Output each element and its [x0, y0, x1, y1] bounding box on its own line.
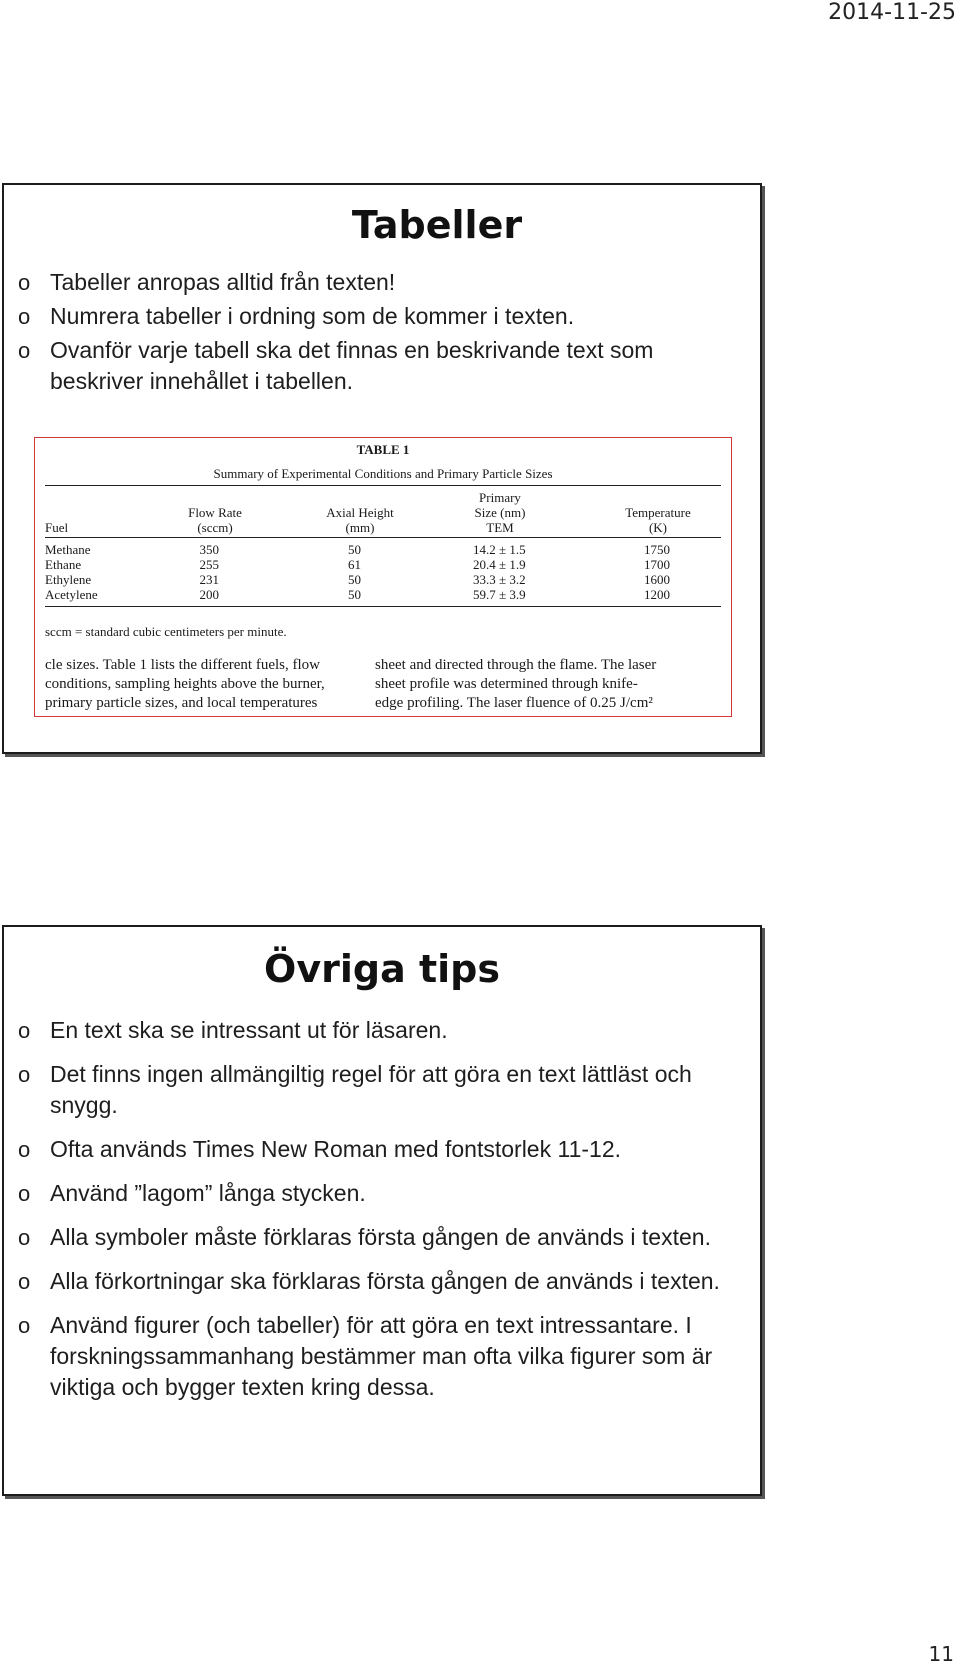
header-flow-rate: Flow Rate [188, 505, 242, 520]
cell-temp: 1750 [644, 542, 670, 557]
cell-height: 50 [348, 587, 361, 602]
cell-fuel: Ethylene [45, 572, 92, 587]
slide-ovriga-tips [2, 925, 762, 1496]
header-tem: TEM [486, 520, 514, 535]
cell-temp: 1600 [644, 572, 670, 587]
header-axial-height-unit: (mm) [345, 520, 375, 535]
table-top-rule [45, 485, 721, 486]
cell-flow: 231 [199, 572, 219, 587]
bullet-list [18, 1015, 740, 1416]
cell-height: 50 [348, 542, 361, 557]
bullet-text: Det finns ingen allmängiltig regel för att göra en text lättläst och snygg. [50, 1061, 692, 1118]
cell-flow: 255 [199, 557, 219, 572]
bullet-text: En text ska se intressant ut för läsaren. [50, 1017, 448, 1043]
table-header-rule [45, 537, 721, 538]
cell-size: 33.3 ± 3.2 [473, 572, 526, 587]
bullet-text: Ofta används Times New Roman med fontstorlek 11-12. [50, 1136, 622, 1162]
bullet-text: Numrera tabeller i ordning som de kommer i texten. [50, 303, 575, 329]
article-text-left [45, 656, 325, 713]
bullet-text: Använd ”lagom” långa stycken. [50, 1180, 366, 1206]
cell-height: 50 [348, 572, 361, 587]
cell-flow: 350 [199, 542, 219, 557]
table-bottom-rule [45, 606, 721, 607]
article-line: sheet profile was determined through knife- [375, 676, 638, 692]
list-item [18, 267, 740, 298]
article-line: edge profiling. The laser fluence of 0.25 J/cm² [375, 695, 653, 711]
slide-tabeller [2, 183, 762, 754]
list-item [18, 1015, 740, 1046]
header-size: Size (nm) [474, 505, 526, 520]
slide-title: Tabeller [351, 203, 523, 247]
cell-size: 59.7 ± 3.9 [473, 587, 526, 602]
list-item [18, 1266, 740, 1297]
list-item [18, 1222, 740, 1253]
header-axial-height: Axial Height [326, 505, 394, 520]
article-line: conditions, sampling heights above the burner, [45, 676, 325, 692]
bullet-marker: o [18, 1225, 31, 1250]
bullet-marker: o [18, 1313, 31, 1338]
header-flow-rate-unit: (sccm) [197, 520, 233, 535]
page-date: 2014-11-25 [828, 0, 956, 25]
cell-fuel: Ethane [45, 557, 82, 572]
bullet-text: Ovanför varje tabell ska det finnas en beskrivande text som beskriver innehållet i tabellen. [50, 337, 654, 394]
cell-size: 14.2 ± 1.5 [473, 542, 526, 557]
bullet-text: Alla symboler måste förklaras första gången de används i texten. [50, 1224, 711, 1250]
bullet-text: Använd figurer (och tabeller) för att göra en text intressantare. I forskningssammanhang bestämmer man ofta vilka figurer som är viktiga och bygger texten kring dessa. [50, 1312, 713, 1400]
header-fuel: Fuel [45, 520, 69, 535]
bullet-marker: o [18, 1181, 31, 1206]
bullet-marker: o [18, 270, 31, 295]
bullet-list [18, 267, 740, 400]
cell-temp: 1200 [644, 587, 670, 602]
list-item [18, 1134, 740, 1165]
list-item [18, 1059, 740, 1121]
cell-size: 20.4 ± 1.9 [473, 557, 526, 572]
cell-fuel: Methane [45, 542, 91, 557]
table-label: TABLE 1 [356, 442, 410, 457]
bullet-text: Tabeller anropas alltid från texten! [50, 269, 396, 295]
cell-height: 61 [348, 557, 361, 572]
list-item [18, 301, 740, 332]
list-item [18, 335, 740, 397]
cell-fuel: Acetylene [45, 587, 98, 602]
list-item [18, 1310, 740, 1403]
article-line: sheet and directed through the flame. The laser [375, 657, 657, 673]
header-temperature: Temperature [625, 505, 691, 520]
bullet-text: Alla förkortningar ska förklaras första gången de används i texten. [50, 1268, 720, 1294]
header-primary: Primary [479, 490, 521, 505]
table-footnote: sccm = standard cubic centimeters per minute. [45, 624, 287, 639]
bullet-marker: o [18, 1137, 31, 1162]
article-line: primary particle sizes, and local temperatures [45, 695, 318, 711]
slide-title: Övriga tips [264, 947, 500, 991]
page-number: 11 [928, 1642, 954, 1666]
cell-flow: 200 [199, 587, 219, 602]
bullet-marker: o [18, 1269, 31, 1294]
article-text-right [375, 656, 656, 713]
article-line: cle sizes. Table 1 lists the different fuels, flow [45, 657, 320, 673]
header-temperature-unit: (K) [648, 520, 668, 535]
bullet-marker: o [18, 1062, 31, 1087]
table-caption: Summary of Experimental Conditions and Primary Particle Sizes [213, 466, 553, 481]
table-screenshot [34, 437, 732, 717]
cell-temp: 1700 [644, 557, 670, 572]
bullet-marker: o [18, 338, 31, 363]
list-item [18, 1178, 740, 1209]
bullet-marker: o [18, 1018, 31, 1043]
bullet-marker: o [18, 304, 31, 329]
